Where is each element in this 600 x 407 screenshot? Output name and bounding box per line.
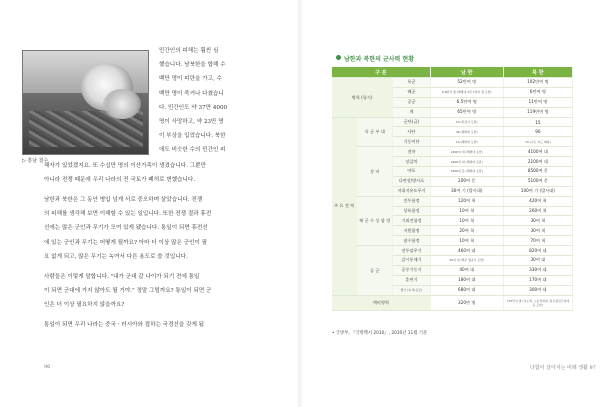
- photo-caption: ▷ 흥남 철수: [22, 158, 49, 164]
- text-line: 했습니다. 남북한을 합해 수: [159, 62, 226, 69]
- paragraph-2: [44, 193, 277, 264]
- table-header-row: [332, 67, 573, 78]
- text-line: 요 없게 되고, 많은 무기는 녹여서 다른 용도로 쓸 것입니다.: [44, 253, 188, 260]
- row-item: 군단(급): [393, 117, 431, 127]
- row-north: 11만여 명: [503, 97, 572, 107]
- row-south: 2600여 대 (해병대 포함): [430, 157, 503, 167]
- paragraph-1-full: [44, 159, 277, 187]
- military-power-table: [332, 67, 573, 311]
- row-group: 공 군: [357, 246, 393, 295]
- footer-title: 다함이 살아지는 미래 생활: [530, 365, 588, 371]
- table-source: • 국방부, 『국방백서 2010』, 2010년 11월 기준: [332, 331, 428, 336]
- text-line: 명이 사망하고, 약 23만 명: [159, 119, 224, 126]
- row-south: 40여 대: [430, 265, 503, 275]
- row-item: 야포: [393, 167, 431, 177]
- text-line: 백만 명이 죽거나 다쳤습니: [159, 90, 224, 97]
- text-line: 이 되면 군대에 가지 않아도 될 거야." 정말 그럴까요? 통일이 되면 군: [44, 288, 212, 295]
- row-north: 330여 대: [503, 265, 572, 275]
- page-number-left: 96: [44, 364, 51, 370]
- row-item: 전투임무기: [393, 246, 431, 256]
- row-south: 6.5만여 명: [430, 97, 503, 107]
- row-group: 육 군 부 대: [357, 117, 393, 147]
- row-south: 200여 문: [430, 176, 503, 186]
- row-north: 70 (교도 지도 제외): [503, 137, 572, 147]
- row-north: 30여 대: [503, 256, 572, 266]
- text-line: 다. 민간인도 약 37만 4000: [159, 104, 228, 111]
- row-north: 119만여 명: [503, 107, 572, 117]
- row-south: 20여 척: [430, 226, 503, 236]
- row-south: 120여 척: [430, 196, 503, 206]
- row-north: 770만여 명 (교도대, 노농적위대, 붉은청년근위대 등 포함): [503, 295, 572, 310]
- row-south: 2400여 대 (해병대 포함): [430, 147, 503, 157]
- row-north: 100여 기 (발사대): [503, 186, 572, 196]
- row-south: 46 (해병대 포함): [430, 127, 503, 137]
- page-number-right: [530, 364, 596, 371]
- row-item: 훈련기: [393, 275, 431, 285]
- text-line: 인은 더 이상 필요하지 않을까요?: [44, 302, 125, 309]
- row-south: 10여 척: [430, 216, 503, 226]
- text-line: 에도 비슷한 수의 민간인 피: [159, 147, 226, 154]
- row-item: 육군: [393, 78, 431, 88]
- table-row: [332, 78, 573, 88]
- row-north: 6만여 명: [503, 87, 572, 97]
- row-side: 주 요 전 력: [332, 117, 357, 295]
- text-line: 사람들은 이렇게 말합니다. "내가 군대 갈 나이가 되기 전에 통일: [44, 274, 200, 280]
- row-north: 170여 대: [503, 275, 572, 285]
- text-line: 선에는 많은 군인과 무기가 모여 있게 됐습니다. 통일이 되면 휴전선: [44, 225, 208, 232]
- text-line: 민간인의 피해는 훨씬 심: [159, 48, 219, 54]
- row-item: 헬기 (육·해·공군): [393, 285, 431, 295]
- row-north: 15: [503, 117, 572, 127]
- row-north: 70여 척: [503, 236, 572, 246]
- page-gutter-shadow: [298, 0, 304, 407]
- row-north: 30여 척: [503, 226, 572, 236]
- row-south: 14 (해병대 포함): [430, 137, 503, 147]
- row-item: 계: [393, 107, 431, 117]
- table-row: [332, 147, 573, 157]
- row-north: 300여 대: [503, 285, 572, 295]
- row-south: 65만여 명: [430, 107, 503, 117]
- row-item: 해군: [393, 87, 431, 97]
- row-item: 잠수함정: [393, 236, 431, 246]
- row-south: 10여 척: [430, 206, 503, 216]
- table-title: 남한과 북한의 군사력 현황: [344, 56, 415, 63]
- row-south: 10여 척: [430, 236, 503, 246]
- table-row: [332, 117, 573, 127]
- row-side: 병력 (평시): [332, 78, 393, 118]
- row-south: 320만 명: [430, 295, 503, 310]
- row-item: 전차: [393, 147, 431, 157]
- row-north: 420여 척: [503, 196, 572, 206]
- row-north: 5100여 문: [503, 176, 572, 186]
- bullet-icon: [336, 55, 341, 60]
- row-north: 820여 대: [503, 246, 572, 256]
- row-item: 기뢰전함정: [393, 216, 431, 226]
- row-north: 102만여 명: [503, 78, 572, 88]
- paragraph-3: [44, 270, 277, 313]
- row-item: 지대지유도무기: [393, 186, 431, 196]
- row-south: 460여 대: [430, 246, 503, 256]
- row-south: 50여 대 (해군 항공기 포함): [430, 256, 503, 266]
- row-item: 상륙함정: [393, 206, 431, 216]
- row-north: 260여 척: [503, 206, 572, 216]
- row-north: 4100여 대: [503, 147, 572, 157]
- text-line: 에 있는 군인과 무기는 어떻게 될까요? 아마 더 이상 많은 군인이 필: [44, 239, 208, 246]
- table-row: [332, 295, 573, 310]
- row-item: 다련장/방사포: [393, 176, 431, 186]
- row-item: 감시통제기: [393, 256, 431, 266]
- text-line: 이 부상을 입었습니다. 북한: [159, 133, 226, 140]
- row-north: 2100여 대: [503, 157, 572, 167]
- header-category: 구 분: [332, 67, 430, 78]
- row-group: 장 비: [357, 147, 393, 196]
- row-item: 공중기동기: [393, 265, 431, 275]
- row-group: 해 군 수 상 함 정: [357, 196, 393, 245]
- row-item: 사단: [393, 127, 431, 137]
- row-south: 10 (특전사 포함): [430, 117, 503, 127]
- row-south: 6.8만여 명 (해병대 2만 7천여 명 포함): [430, 87, 503, 97]
- text-line: 통일이 되면 우리 나라는 중국 · 러시아와 접하는 국경선을 갖게 됩: [44, 322, 205, 328]
- row-south: 30여 기 (발사대): [430, 186, 503, 196]
- text-line: 아니라 전쟁 때문에 우리 나라의 전 국토가 폐허로 변했습니다.: [44, 177, 196, 184]
- row-item: 장갑차: [393, 157, 431, 167]
- text-line: 남한과 북한은 그 동안 병입 넘게 서로 중오하며 살았습니다. 전쟁: [44, 197, 203, 203]
- page-number: 97: [589, 365, 596, 371]
- text-line: 해자가 있었겠지요. 또 수십만 명의 이산가족이 생겼습니다. 그뿐만: [44, 163, 206, 169]
- paragraph-1-narrow: [159, 44, 277, 158]
- row-south: 680여 대: [430, 285, 503, 295]
- row-item: 기동여단: [393, 137, 431, 147]
- row-south: 52만여 명: [430, 78, 503, 88]
- header-south: 남 한: [430, 67, 503, 78]
- row-side: 예비병력: [332, 295, 430, 310]
- war-photo: [22, 50, 149, 155]
- row-south: 180여 대: [430, 275, 503, 285]
- row-item: 지원함정: [393, 226, 431, 236]
- row-item: 공군: [393, 97, 431, 107]
- paragraph-4: [44, 318, 277, 332]
- row-north: 30여 척: [503, 216, 572, 226]
- table-row: [332, 246, 573, 256]
- text-line: 의 피해를 생각해 보면 이해할 수 있는 일입니다. 또한 전쟁 결과 휴전: [44, 211, 212, 218]
- row-north: 8500여 문: [503, 167, 572, 177]
- row-item: 전투함정: [393, 196, 431, 206]
- table-row: [332, 196, 573, 206]
- row-south: 5200여 문 (해병대 포함): [430, 167, 503, 177]
- header-north: 북 한: [503, 67, 572, 78]
- text-line: 백만 명이 피란을 가고, 수: [159, 76, 222, 83]
- row-north: 90: [503, 127, 572, 137]
